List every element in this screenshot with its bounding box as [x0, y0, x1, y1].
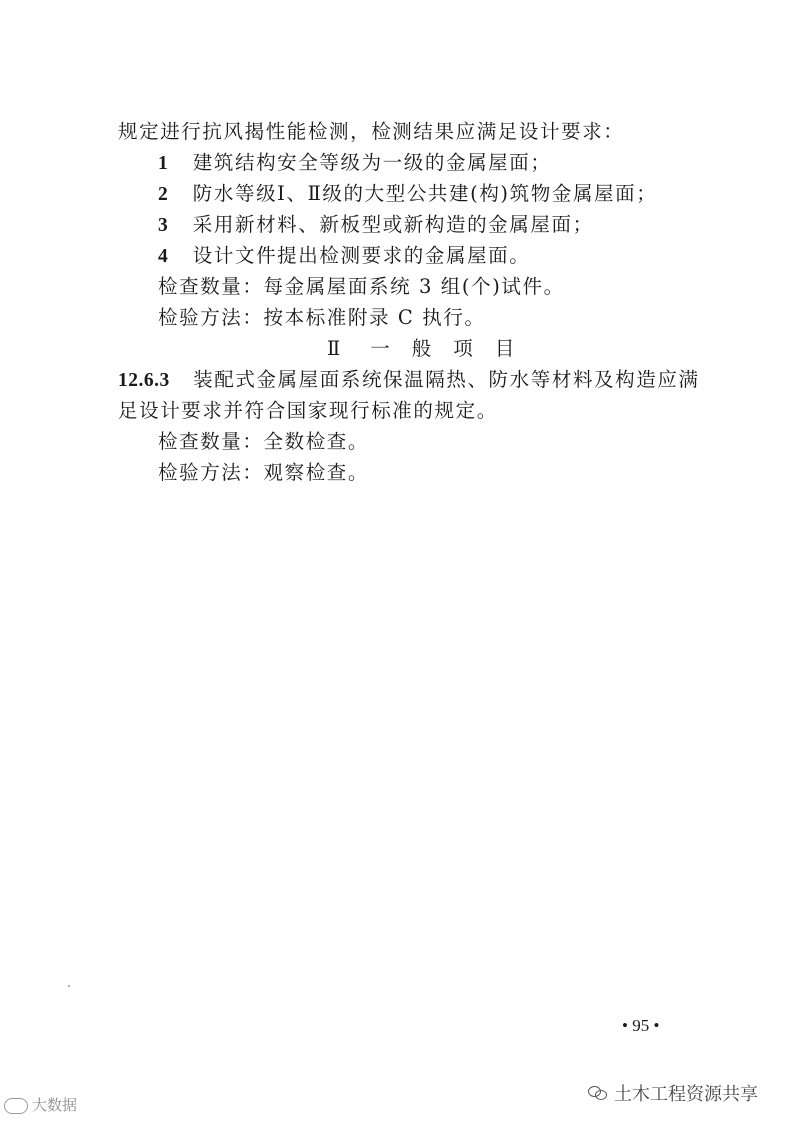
section-heading-char: 目: [494, 337, 515, 360]
list-item-number: 4: [158, 246, 170, 267]
list-item-text: 设计文件提出检测要求的金属屋面。: [192, 244, 531, 267]
section-heading-char: 项: [453, 337, 473, 360]
watermark-right: [588, 1080, 758, 1106]
section-heading-char: 一: [370, 337, 390, 360]
clause-number: 12.6.3: [118, 370, 170, 391]
watermark-left: [4, 1094, 77, 1115]
clause-line: 足设计要求并符合国家现行标准的规定。: [118, 399, 498, 422]
page-number: • 95 •: [622, 1016, 660, 1035]
watermark-left-text: 大数据: [32, 1096, 78, 1114]
section-heading: [327, 337, 514, 361]
scan-speck: [68, 985, 70, 987]
check-method: 检验方法：按本标准附录 C 执行。: [158, 306, 486, 329]
list-item-number: 1: [158, 153, 170, 174]
list-item: [158, 151, 551, 176]
section-heading-char: 般: [411, 337, 432, 360]
section-heading-char: Ⅱ: [327, 337, 341, 360]
watermark-right-text: 土木工程资源共享: [614, 1084, 758, 1105]
check-quantity: 检查数量：每金属屋面系统 3 组(个)试件。: [158, 275, 565, 298]
watermark-logo-icon: [4, 1098, 28, 1114]
clause-text: 装配式金属屋面系统保温隔热、防水等材料及构造应满: [193, 368, 700, 391]
list-item: [158, 244, 530, 269]
list-item: [158, 182, 657, 207]
wechat-icon: [588, 1085, 608, 1101]
list-item-text: 采用新材料、新板型或新构造的金属屋面；: [192, 213, 594, 236]
check-method: 检验方法：观察检查。: [158, 461, 370, 484]
check-quantity: 检查数量：全数检查。: [158, 430, 370, 453]
clause-line: [118, 368, 700, 393]
list-item-number: 2: [158, 184, 170, 205]
list-item-number: 3: [158, 215, 170, 236]
list-item: [158, 213, 594, 238]
list-item-text: 建筑结构安全等级为一级的金属屋面；: [192, 151, 552, 174]
list-item-text: 防水等级Ⅰ、Ⅱ级的大型公共建(构)筑物金属屋面；: [192, 182, 658, 205]
paragraph-line: 规定进行抗风揭性能检测，检测结果应满足设计要求：: [118, 120, 625, 143]
